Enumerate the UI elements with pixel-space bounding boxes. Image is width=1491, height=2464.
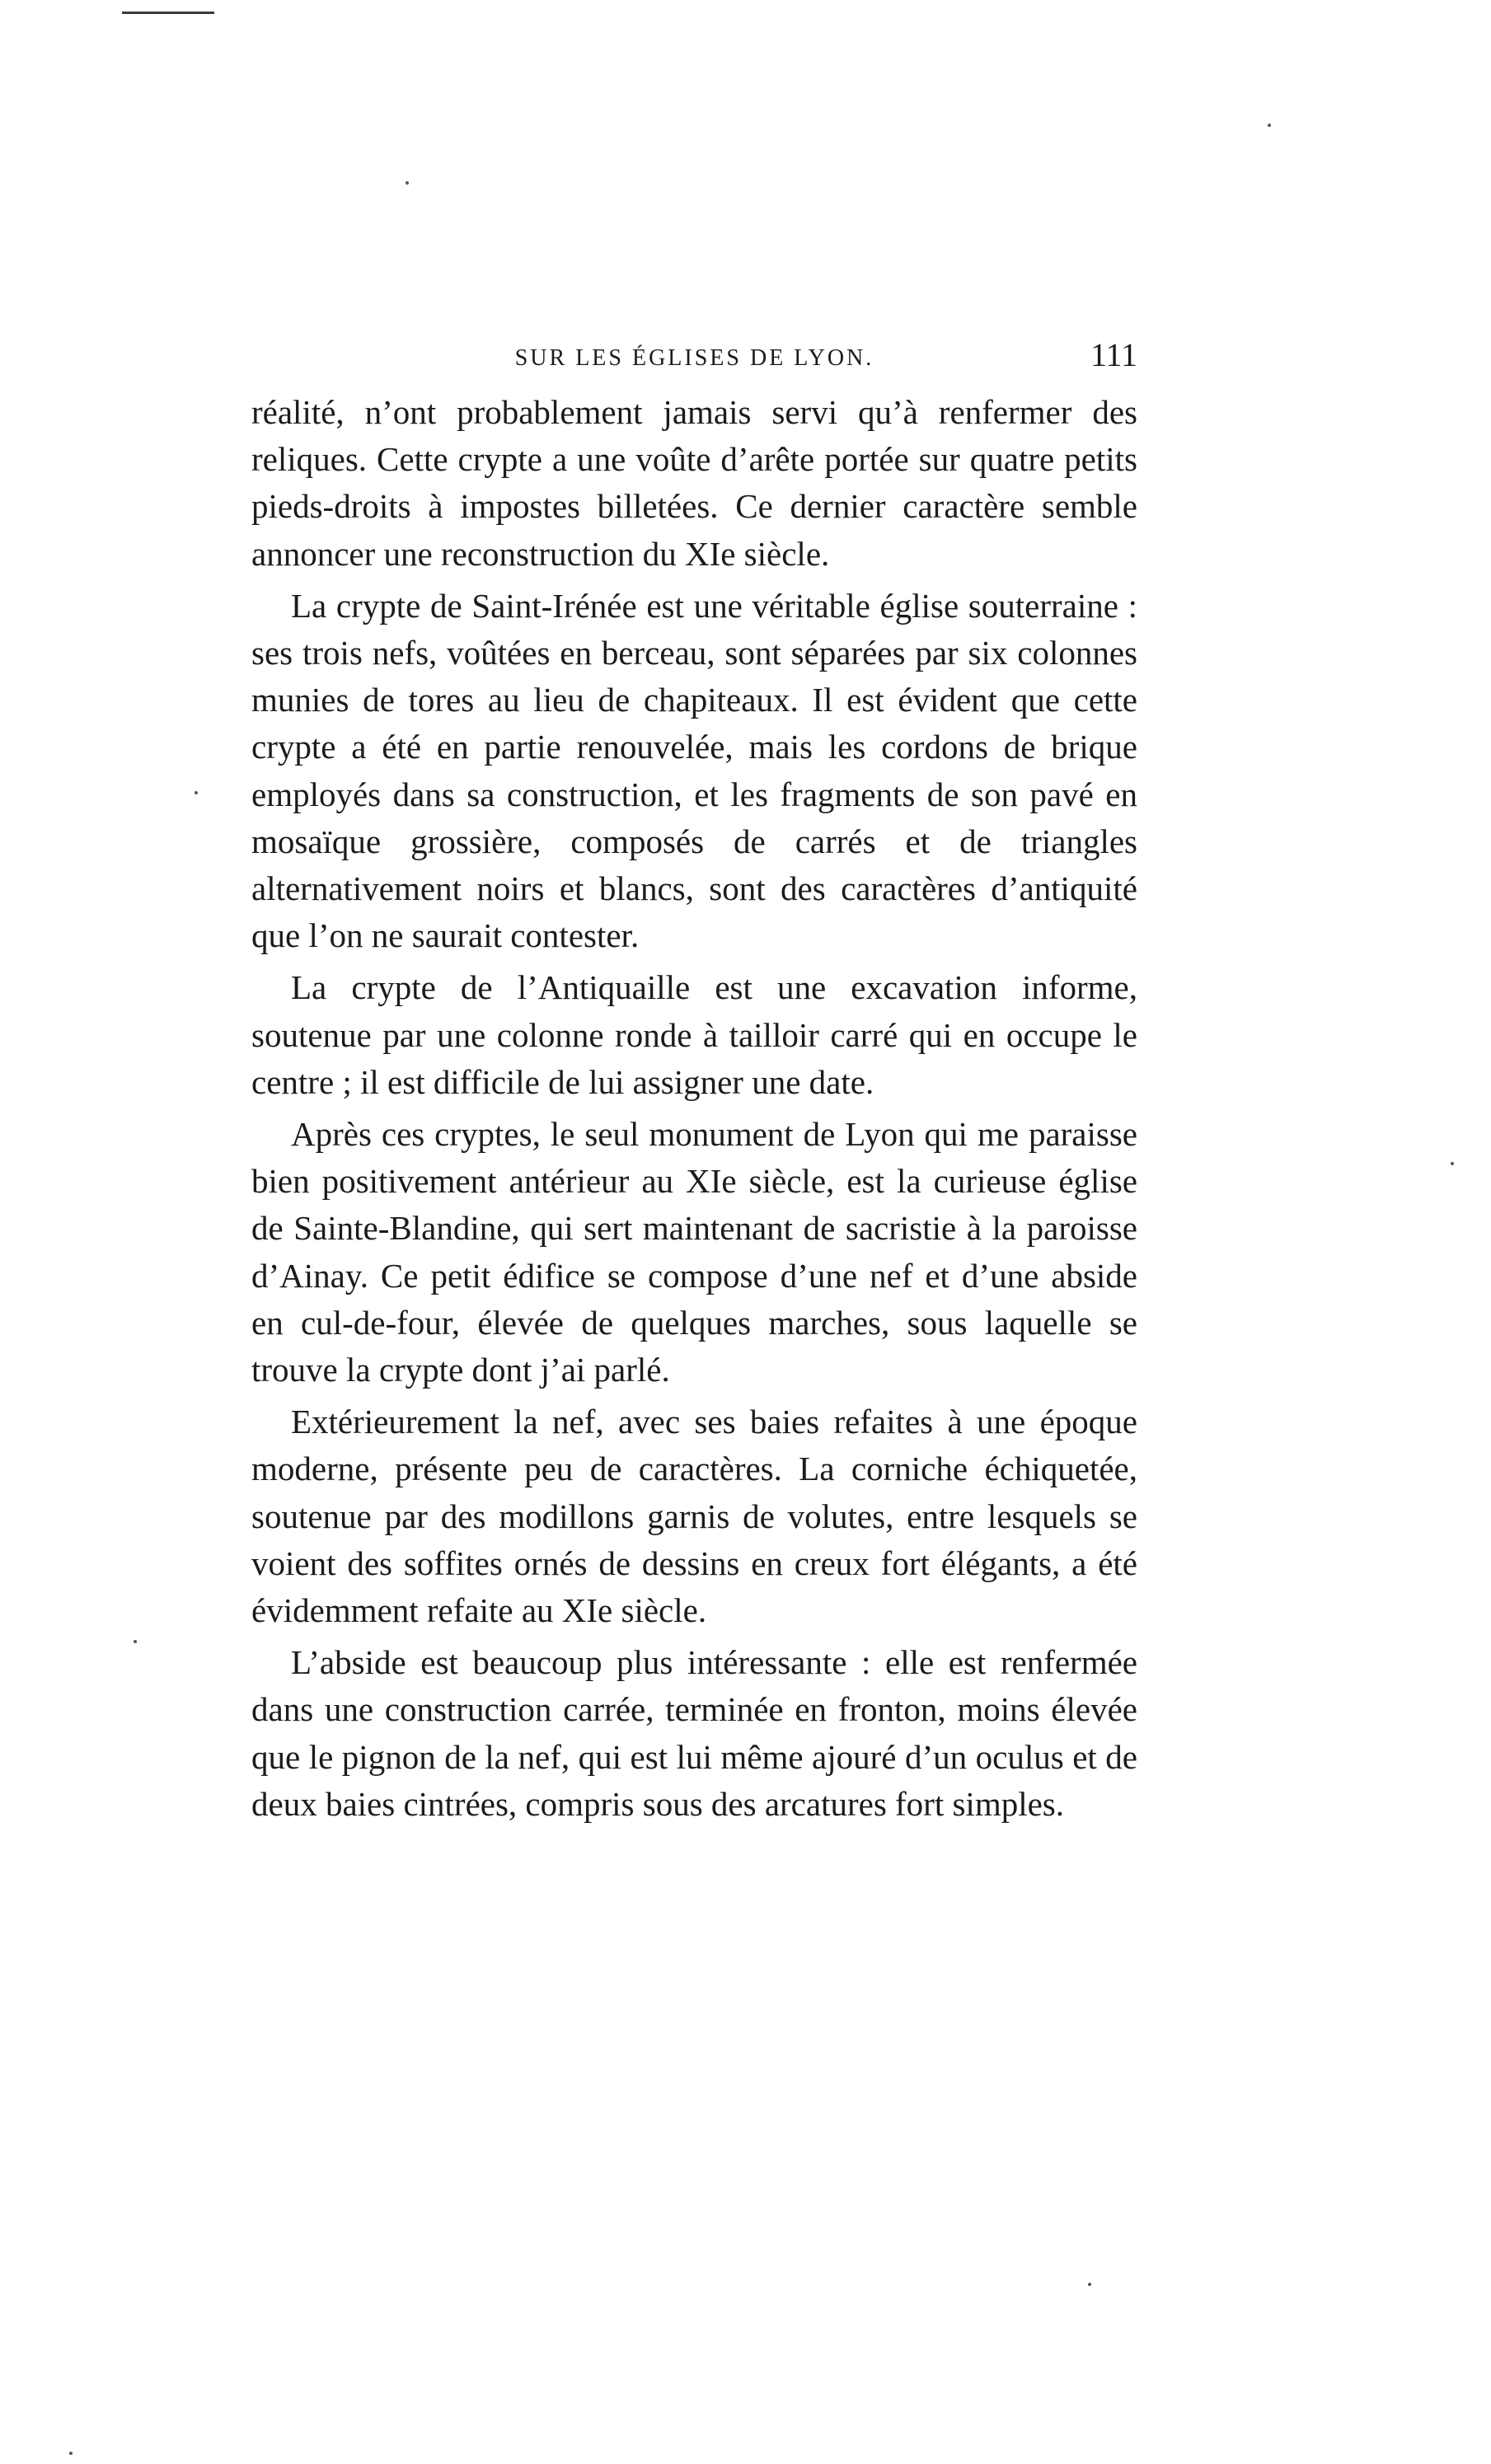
- paper-speck: [195, 791, 198, 794]
- paragraph-2: La crypte de Saint-Irénée est une véritable église souterraine : ses trois nefs, voûtées en berceau, sont séparées par six colonnes munies de tores au lieu de chapiteaux. Il est évident que cette crypte a été en partie renouvelée, mais les cordons de brique employés dans sa construction, et les fragments de son pavé en mosaïque grossière, composés de carrés et de triangles alternativement noirs et blancs, sont des caractères d’antiquité que l’on ne saurait contester.: [251, 586, 1137, 955]
- body-text: [251, 389, 1137, 1833]
- paper-speck: [134, 1640, 137, 1643]
- paragraph-3: La crypte de l’Antiquaille est une excavation informe, soutenue par une colonne ronde à tailloir carré qui en occupe le centre ; il est difficile de lui assigner une date.: [251, 968, 1137, 1101]
- paper-speck: [1268, 124, 1271, 127]
- page-number: 111: [1090, 336, 1137, 373]
- paragraph-6: L’abside est beaucoup plus intéressante : elle est renfermée dans une construction carrée, terminée en fronton, moins élevée que le pignon de la nef, qui est lui même ajouré d’un oculus et de deux baies cintrées, compris sous des arcatures fort simples.: [251, 1643, 1137, 1823]
- running-head: [251, 338, 1137, 379]
- corner-rule: [122, 12, 214, 14]
- running-title: SUR LES ÉGLISES DE LYON.: [514, 345, 874, 371]
- paragraph-1: réalité, n’ont probablement jamais servi qu’à renfermer des reliques. Cette crypte a une voûte d’arête portée sur quatre petits pieds-droits à impostes billetées. Ce dernier caractère semble annoncer une reconstruction du XIe siècle.: [251, 393, 1137, 573]
- paper-speck: [1088, 2283, 1091, 2286]
- paper-speck: [406, 181, 409, 185]
- paper-speck: [1451, 1162, 1454, 1165]
- paragraph-4: Après ces cryptes, le seul monument de Lyon qui me paraisse bien positivement antérieur au XIe siècle, est la curieuse église de Sainte-Blandine, qui sert maintenant de sacristie à la paroisse d’Ainay. Ce petit édifice se compose d’une nef et d’une abside en cul-de-four, élevée de quelques marches, sous laquelle se trouve la crypte dont j’ai parlé.: [251, 1115, 1137, 1389]
- paper-speck: [69, 2452, 73, 2455]
- paragraph-5: Extérieurement la nef, avec ses baies refaites à une époque moderne, présente peu de caractères. La corniche échiquetée, soutenue par des modillons garnis de volutes, entre lesquels se voient des soffites ornés de dessins en creux fort élégants, a été évidemment refaite au XIe siècle.: [251, 1403, 1137, 1630]
